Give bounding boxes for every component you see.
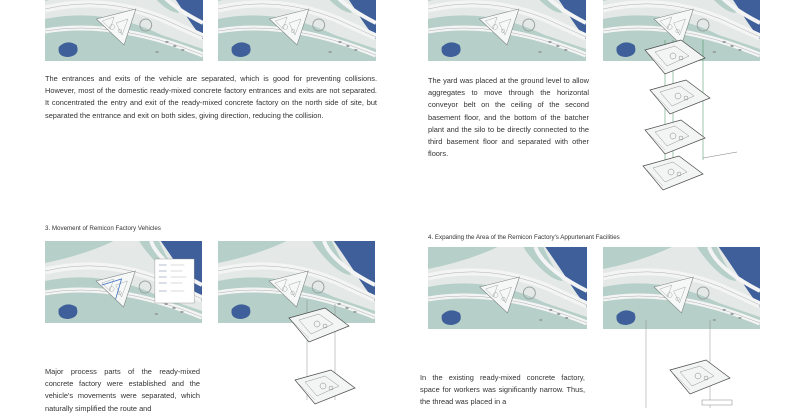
- section-3-heading: 3. Movement of Remicon Factory Vehicles: [45, 225, 161, 232]
- site-map-4a: [428, 247, 587, 329]
- section-4-paragraph: In the existing ready-mixed concrete factory, space for workers was significantly narrow. Thus, the thread was placed in a: [420, 373, 585, 407]
- site-map-1b: [218, 0, 376, 61]
- exploded-floor-diagram-1: [615, 40, 795, 200]
- site-map-2a: [428, 0, 586, 61]
- exploded-floor-diagram-2: [275, 300, 395, 410]
- site-map-1a: [45, 0, 203, 61]
- site-map-3a: [45, 241, 202, 323]
- site-map-4b: [603, 247, 760, 329]
- exploded-floor-diagram-3: [640, 320, 790, 408]
- section-4-heading: 4. Expanding the Area of the Remicon Factory's Appurtenant Facilities: [428, 234, 620, 241]
- section-3-paragraph: Major process parts of the ready-mixed concrete factory were established and the vehicle's movements were separated, which naturally simplified the route and: [45, 367, 200, 413]
- section-1-paragraph: The entrances and exits of the vehicle are separated, which is good for preventing collisions. However, most of the domestic ready-mixed concrete factory entrances and exits are not separated. It concentrated the entry and exit of the ready-mixed concrete factory on the north side of site, but separated the entrance and exit on both sides, giving direction, reducing the collision.: [45, 74, 377, 120]
- section-2-paragraph: The yard was placed at the ground level to allow aggregates to move through the horizontal conveyor belt on the ceiling of the second basement floor, and the bottom of the batcher plant and the silo to be directly connected to the third basement floor and separated with other floors.: [428, 76, 589, 159]
